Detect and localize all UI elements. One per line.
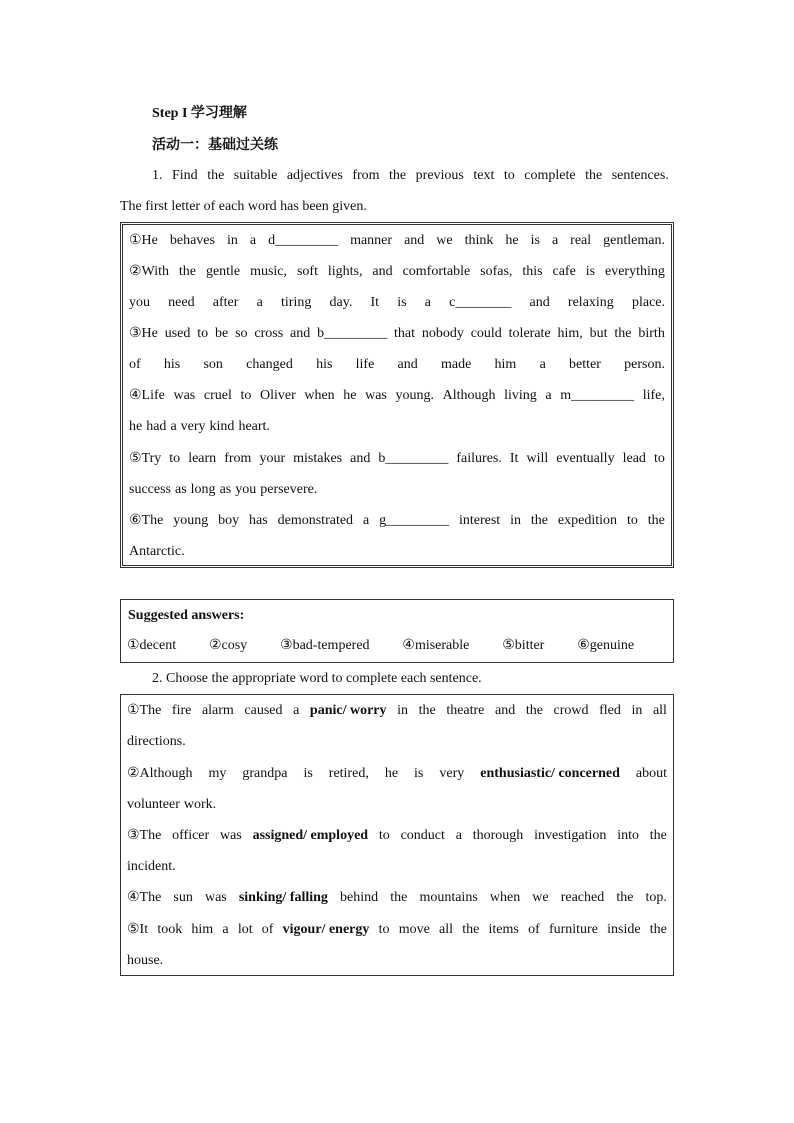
sentence-word: in bbox=[631, 703, 643, 718]
sentence-word: lights, bbox=[327, 264, 363, 279]
sentence-word: demonstrated bbox=[277, 513, 354, 528]
sentence-word: could bbox=[470, 326, 502, 341]
answers-heading: Suggested answers: bbox=[128, 608, 245, 623]
instruction-word: sentences. bbox=[611, 168, 669, 183]
sentence-word: tolerate bbox=[508, 326, 551, 341]
sentence-word: this bbox=[522, 264, 543, 279]
sentence-word: made bbox=[440, 357, 472, 372]
sentence-word: you bbox=[129, 295, 150, 310]
sentence-word: had bbox=[146, 419, 167, 434]
sentence-line bbox=[129, 231, 665, 251]
sentence-word: his bbox=[316, 357, 333, 372]
instruction-word: Find bbox=[172, 168, 198, 183]
sentence-word: we bbox=[436, 233, 453, 248]
sentence-word: was bbox=[365, 388, 387, 403]
sentence-word: comfortable bbox=[402, 264, 471, 279]
sentence-word: you bbox=[235, 482, 257, 497]
sentence-word: cruel bbox=[203, 388, 232, 403]
sentence-word: caused bbox=[244, 703, 283, 718]
sentence-word: thorough bbox=[472, 828, 524, 843]
answers-list bbox=[127, 636, 667, 656]
sentence-word: directions. bbox=[127, 734, 186, 749]
sentence-word: of bbox=[528, 922, 540, 937]
sentence-word: Antarctic. bbox=[129, 544, 185, 559]
sentence-word: used bbox=[164, 326, 191, 341]
word-choice[interactable]: panic/ worry bbox=[309, 703, 387, 718]
sentence-word: is bbox=[414, 766, 424, 781]
sentence-word: took bbox=[157, 922, 183, 937]
sentence-word: in bbox=[226, 233, 238, 248]
sentence-word: is bbox=[303, 766, 313, 781]
instruction-word: the bbox=[389, 168, 407, 183]
answers-box bbox=[120, 599, 674, 663]
sentence-word: fire bbox=[171, 703, 192, 718]
answer-item: ①decent bbox=[127, 638, 177, 653]
sentence-word: to bbox=[240, 388, 252, 403]
blank-word[interactable]: c________ bbox=[449, 295, 512, 310]
sentence-word: the bbox=[649, 828, 667, 843]
sentence-word: and bbox=[290, 326, 311, 341]
sentence-word: move bbox=[398, 922, 430, 937]
sentence-word: the bbox=[178, 264, 197, 279]
sentence-word: is bbox=[585, 264, 596, 279]
sentence-line bbox=[129, 511, 665, 531]
sentence-word: interest bbox=[458, 513, 501, 528]
task2-instruction: 2. Choose the appropriate word to complete each sentence. bbox=[152, 671, 482, 686]
sentence-word: relaxing bbox=[567, 295, 614, 310]
sentence-word: will bbox=[526, 451, 549, 466]
sentence-line bbox=[129, 355, 665, 375]
sentence-word: changed bbox=[246, 357, 293, 372]
sentence-word: ③He bbox=[129, 326, 158, 341]
sentence-word: heart. bbox=[238, 419, 270, 434]
sentence-word: your bbox=[259, 451, 286, 466]
sentence-word: officer bbox=[172, 828, 210, 843]
sentence-word: to bbox=[653, 451, 665, 466]
sentence-word: birth bbox=[638, 326, 665, 341]
sentence-word: kind bbox=[209, 419, 235, 434]
sentence-word: incident. bbox=[127, 859, 176, 874]
sentence-word: ③The bbox=[127, 828, 162, 843]
sentence-word: conduct bbox=[400, 828, 445, 843]
sentence-word: in bbox=[397, 703, 409, 718]
task1-instruction-cont: The first letter of each word has been given. bbox=[120, 199, 367, 214]
sentence-word: a bbox=[539, 357, 546, 372]
sentence-word: theatre bbox=[446, 703, 485, 718]
word-choice[interactable]: enthusiastic/ concerned bbox=[480, 766, 620, 781]
sentence-word: from bbox=[224, 451, 252, 466]
sentence-word: furniture bbox=[548, 922, 598, 937]
sentence-word: be bbox=[215, 326, 229, 341]
sentence-word: all bbox=[652, 703, 667, 718]
sentence-word: ①He bbox=[129, 233, 158, 248]
sentence-word: mountains bbox=[419, 890, 478, 905]
sentence-word: very bbox=[439, 766, 465, 781]
sentence-word: after bbox=[212, 295, 239, 310]
activity-title: 活动一：基础过关练 bbox=[152, 138, 278, 153]
sentence-word: mistakes bbox=[293, 451, 343, 466]
sentence-word: ①The bbox=[127, 703, 162, 718]
word-choice[interactable]: vigour/ energy bbox=[282, 922, 370, 937]
instruction-word: complete bbox=[524, 168, 576, 183]
sentence-word: a bbox=[293, 703, 300, 718]
sentence-word: learn bbox=[188, 451, 217, 466]
blank-word[interactable]: b_________ bbox=[317, 326, 388, 341]
sentence-word: in bbox=[510, 513, 521, 528]
sentence-word: life bbox=[355, 357, 375, 372]
sentence-word: persevere. bbox=[260, 482, 318, 497]
sentence-word: into bbox=[617, 828, 639, 843]
sentence-word: my bbox=[208, 766, 227, 781]
sentence-line bbox=[127, 920, 667, 940]
exercise-box-2 bbox=[120, 694, 674, 976]
blank-word[interactable]: m_________ bbox=[560, 388, 635, 403]
sentence-word: to bbox=[378, 828, 390, 843]
sentence-word: reached bbox=[560, 890, 605, 905]
sentence-word: to bbox=[197, 326, 209, 341]
sentence-line bbox=[129, 262, 665, 282]
instruction-word: to bbox=[503, 168, 515, 183]
sentence-word: we bbox=[532, 890, 549, 905]
sentence-line bbox=[127, 857, 667, 877]
sentence-word: day. bbox=[329, 295, 353, 310]
sentence-word: person. bbox=[624, 357, 665, 372]
sentence-line bbox=[129, 449, 665, 469]
sentence-line bbox=[129, 480, 665, 500]
sentence-word: behind bbox=[340, 890, 379, 905]
sentence-word: a bbox=[256, 295, 263, 310]
sentence-word: is bbox=[530, 233, 540, 248]
sentence-word: alarm bbox=[201, 703, 234, 718]
instruction-word: the bbox=[207, 168, 225, 183]
sentence-word: boy bbox=[218, 513, 240, 528]
sentence-word: top. bbox=[645, 890, 667, 905]
sentence-word: ④The bbox=[127, 890, 162, 905]
sentence-word: but bbox=[589, 326, 608, 341]
sentence-line bbox=[127, 795, 667, 815]
sentence-word: grandpa bbox=[242, 766, 288, 781]
blank-word[interactable]: g_________ bbox=[379, 513, 450, 528]
sentence-word: nobody bbox=[421, 326, 464, 341]
sentence-word: inside bbox=[607, 922, 641, 937]
sentence-word: he bbox=[343, 388, 357, 403]
sentence-word: all bbox=[439, 922, 453, 937]
sentence-word: sofas, bbox=[480, 264, 513, 279]
sentence-word: when bbox=[489, 890, 521, 905]
task1-instruction bbox=[152, 166, 669, 186]
sentence-word: and bbox=[529, 295, 550, 310]
sentence-word: Although bbox=[442, 388, 496, 403]
sentence-word: behaves bbox=[169, 233, 215, 248]
blank-word[interactable]: d_________ bbox=[268, 233, 339, 248]
sentence-word: a bbox=[249, 233, 257, 248]
instruction-word: the bbox=[585, 168, 603, 183]
sentence-word: crowd bbox=[553, 703, 589, 718]
sentence-word: of bbox=[129, 357, 141, 372]
sentence-word: place. bbox=[631, 295, 665, 310]
sentence-line bbox=[127, 732, 667, 752]
sentence-word: has bbox=[249, 513, 268, 528]
step-title: Step I 学习理解 bbox=[152, 106, 247, 121]
sentence-word: of bbox=[261, 922, 274, 937]
sentence-word: house. bbox=[127, 953, 164, 968]
sentence-word: lead bbox=[622, 451, 646, 466]
sentence-word: tiring bbox=[281, 295, 312, 310]
sentence-word: investigation bbox=[534, 828, 607, 843]
sentence-word: retired, bbox=[328, 766, 369, 781]
sentence-word: he bbox=[129, 419, 143, 434]
sentence-word: a bbox=[455, 828, 462, 843]
sentence-line bbox=[127, 701, 667, 721]
sentence-word: son bbox=[203, 357, 223, 372]
sentence-word: cross bbox=[254, 326, 284, 341]
sentence-word: gentleman. bbox=[603, 233, 665, 248]
sentence-word: ④Life bbox=[129, 388, 165, 403]
sentence-line bbox=[127, 888, 667, 908]
instruction-word: from bbox=[352, 168, 380, 183]
sentence-word: the bbox=[462, 922, 480, 937]
sentence-line bbox=[127, 826, 667, 846]
sentence-word: as bbox=[219, 482, 232, 497]
sentence-word: was bbox=[204, 890, 227, 905]
sentence-word: the bbox=[530, 513, 549, 528]
sentence-word: the bbox=[614, 326, 632, 341]
sentence-word: work. bbox=[183, 797, 217, 812]
sentence-word: is bbox=[397, 295, 407, 310]
sentence-word: he bbox=[505, 233, 519, 248]
sentence-word: ⑤Try bbox=[129, 451, 162, 466]
sentence-word: he bbox=[384, 766, 399, 781]
sentence-word: him, bbox=[557, 326, 583, 341]
sentence-word: a bbox=[545, 388, 552, 403]
sentence-word: and bbox=[404, 233, 425, 248]
sentence-word: was bbox=[219, 828, 242, 843]
sentence-word: volunteer bbox=[127, 797, 180, 812]
sentence-line bbox=[129, 542, 665, 562]
sentence-word: Oliver bbox=[259, 388, 296, 403]
sentence-word: so bbox=[235, 326, 248, 341]
sentence-word: lot bbox=[237, 922, 253, 937]
sentence-word: success bbox=[129, 482, 171, 497]
sentence-word: the bbox=[390, 890, 408, 905]
sentence-line bbox=[129, 417, 665, 437]
sentence-word: everything bbox=[604, 264, 665, 279]
sentence-word: need bbox=[168, 295, 195, 310]
sentence-word: ⑤It bbox=[127, 922, 149, 937]
instruction-word: suitable bbox=[233, 168, 278, 183]
sentence-word: the bbox=[525, 703, 543, 718]
sentence-word: cafe bbox=[552, 264, 576, 279]
sentence-word: young bbox=[173, 513, 209, 528]
sentence-word: gentle bbox=[205, 264, 241, 279]
sentence-line bbox=[129, 293, 665, 313]
sentence-word: a bbox=[424, 295, 431, 310]
instruction-word: text bbox=[473, 168, 495, 183]
sentence-word: music, bbox=[250, 264, 288, 279]
sentence-word: very bbox=[180, 419, 206, 434]
sentence-word: a bbox=[222, 922, 229, 937]
sentence-word: ⑥The bbox=[129, 513, 164, 528]
sentence-word: to bbox=[378, 922, 390, 937]
sentence-word: when bbox=[304, 388, 335, 403]
sentence-word: young. bbox=[395, 388, 434, 403]
sentence-line bbox=[127, 764, 667, 784]
sentence-word: ②Although bbox=[127, 766, 193, 781]
sentence-word: eventually bbox=[556, 451, 615, 466]
sentence-word: It bbox=[370, 295, 380, 310]
sentence-word: a bbox=[362, 513, 370, 528]
sentence-word: manner bbox=[350, 233, 393, 248]
sentence-word: think bbox=[464, 233, 494, 248]
sentence-word: expedition bbox=[557, 513, 618, 528]
sentence-word: the bbox=[418, 703, 436, 718]
sentence-word: to bbox=[169, 451, 181, 466]
exercise-box-1 bbox=[120, 222, 674, 568]
sentence-word: and bbox=[372, 264, 393, 279]
sentence-word: living bbox=[504, 388, 537, 403]
sentence-word: the bbox=[649, 922, 667, 937]
instruction-word: 1. bbox=[152, 168, 163, 183]
sentence-word: long bbox=[190, 482, 216, 497]
sentence-word: to bbox=[626, 513, 638, 528]
word-choice[interactable]: sinking/ falling bbox=[238, 890, 328, 905]
answer-item: ④miserable bbox=[402, 638, 470, 653]
answer-item: ⑥genuine bbox=[577, 638, 635, 653]
instruction-word: adjectives bbox=[286, 168, 343, 183]
sentence-line bbox=[127, 951, 667, 971]
blank-word[interactable]: b_________ bbox=[378, 451, 449, 466]
sentence-word: that bbox=[393, 326, 415, 341]
sentence-word: him bbox=[191, 922, 214, 937]
instruction-word: previous bbox=[415, 168, 464, 183]
answer-item: ②cosy bbox=[208, 638, 248, 653]
sentence-word: items bbox=[488, 922, 519, 937]
sentence-line bbox=[129, 324, 665, 344]
sentence-word: as bbox=[175, 482, 187, 497]
sentence-word: sun bbox=[173, 890, 193, 905]
sentence-word: about bbox=[635, 766, 667, 781]
sentence-word: and bbox=[350, 451, 371, 466]
sentence-word: real bbox=[570, 233, 592, 248]
sentence-word: ②With bbox=[129, 264, 169, 279]
answer-item: ③bad-tempered bbox=[280, 638, 370, 653]
sentence-word: his bbox=[163, 357, 181, 372]
sentence-word: fled bbox=[599, 703, 621, 718]
sentence-word: and bbox=[397, 357, 418, 372]
sentence-word: better bbox=[569, 357, 601, 372]
sentence-word: the bbox=[647, 513, 665, 528]
sentence-word: It bbox=[509, 451, 519, 466]
word-choice[interactable]: assigned/ employed bbox=[252, 828, 369, 843]
sentence-word: failures. bbox=[456, 451, 502, 466]
sentence-word: the bbox=[616, 890, 634, 905]
sentence-word: soft bbox=[296, 264, 318, 279]
sentence-word: a bbox=[170, 419, 177, 434]
sentence-word: life, bbox=[642, 388, 665, 403]
sentence-word: and bbox=[495, 703, 516, 718]
sentence-word: him bbox=[494, 357, 517, 372]
answer-item: ⑤bitter bbox=[502, 638, 545, 653]
sentence-line bbox=[129, 386, 665, 406]
sentence-word: a bbox=[551, 233, 559, 248]
sentence-word: was bbox=[173, 388, 196, 403]
